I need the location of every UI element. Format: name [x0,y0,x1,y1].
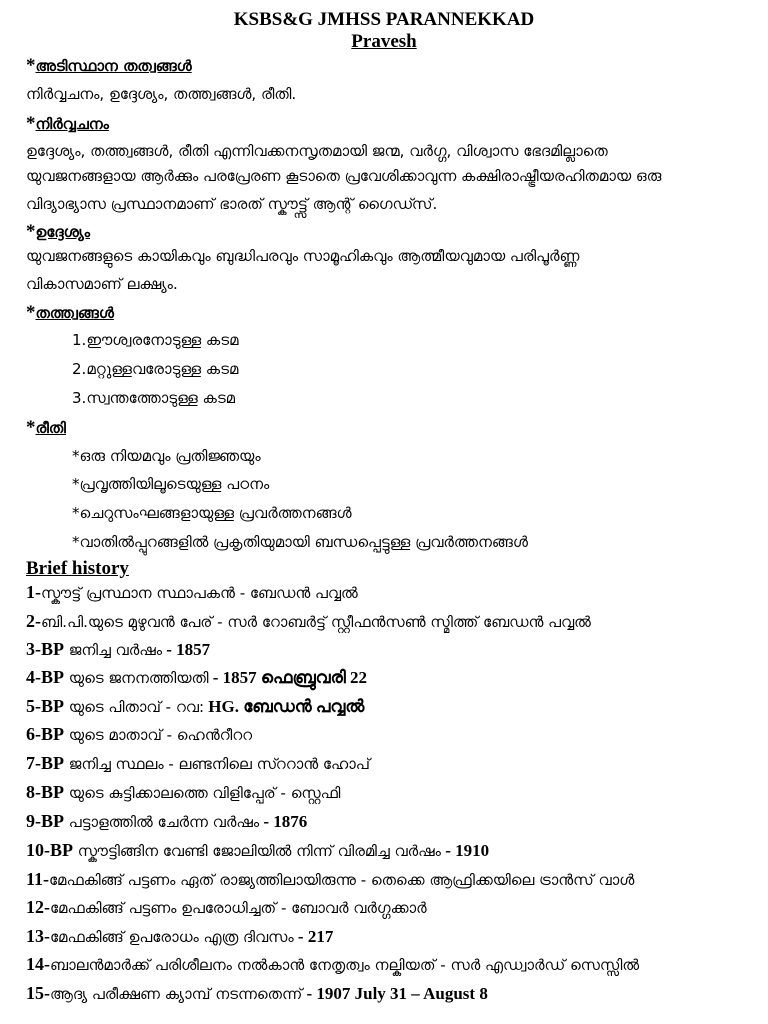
principle-item: 1.ഈശ്വരനോടുള്ള കടമ [72,331,239,349]
heading-basic-principles: *അടിസ്ഥാന തത്വങ്ങൾ [26,55,192,76]
history-item: 6-BP യുടെ മാതാവ് - ഹെൻറീററ [26,724,253,744]
heading-definition: *നിർവ്വചനം [26,113,109,134]
history-item: 15-ആദ്യ പരീക്ഷണ ക്യാമ്പ് നടന്നതെന്ന് - 1907 July 31 – August 8 [26,983,488,1003]
document-subtitle: Pravesh [351,31,417,52]
history-item: 4-BP യുടെ ജനനത്തിയതി - 1857 ഫെബ്രുവരി 22 [26,667,368,687]
history-item: 1-സ്കൗട്ട് പ്രസ്ഥാന സ്ഥാപകൻ - ബേഡൻ പവ്വൽ [26,582,358,602]
history-item: 5-BP യുടെ പിതാവ് - റവ: HG. ബേഡൻ പവ്വൽ [26,696,365,716]
aim-line-2: വികാസമാണ് ലക്ഷ്യം. [26,275,178,293]
principle-item: 3.സ്വന്തത്തോടുള്ള കടമ [72,389,236,407]
history-item: 7-BP ജനിച്ച സ്ഥലം - ലണ്ടനിലെ സ്ററാൻ ഹോപ് [26,753,370,773]
principle-item: 2.മറ്റുള്ളവരോടുള്ള കടമ [72,360,239,378]
aim-line-1: യുവജനങ്ങളുടെ കായികവും ബുദ്ധിപരവും സാമൂഹികവും ആത്മീയവുമായ പരിപൂർണ്ണ [26,247,580,265]
school-title: KSBS&G JMHSS PARANNEKKAD [233,9,535,30]
history-item: 14-ബാലൻമാർക്ക് പരിശീലനം നൽകാൻ നേതൃത്വം നല്കിയത് - സർ എഡ്വാർഡ് സെസ്സിൽ [26,954,640,974]
history-item: 12-മേഫകിങ്ങ് പട്ടണം ഉപരോധിച്ചത് - ബോവർ വർഗ്ഗക്കാർ [26,897,427,917]
method-item: *പ്രവൃത്തിയിലൂടെയുള്ള പഠനം [72,475,270,493]
method-item: *വാതിൽപ്പുറങ്ങളിൽ പ്രകൃതിയുമായി ബന്ധപ്പെട്ടുള്ള പ്രവർത്തനങ്ങൾ [72,533,528,551]
definition-line-1: ഉദ്ദേശ്യം, തത്ത്വങ്ങൾ, രീതി എന്നിവക്കനസൃതമായി ജന്മ, വർഗ്ഗ, വിശ്വാസ ഭേദമില്ലാതെ [26,142,608,160]
basic-principles-text: നിർവ്വചനം, ഉദ്ദേശ്യം, തത്ത്വങ്ങൾ, രീതി. [26,85,297,103]
definition-line-2: യുവജനങ്ങളായ ആർക്കും പരപ്രേരണ കൂടാതെ പ്രവേശിക്കാവുന്ന കക്ഷിരാഷ്ട്രീയരഹിതമായ ഒരു [26,167,662,185]
history-item: 10-BP സ്കൗട്ടിങ്ങിന വേണ്ടി ജോലിയിൽ നിന്ന് വിരമിച്ച വർഷം - 1910 [26,840,490,860]
heading-principles: *തത്ത്വങ്ങൾ [26,302,114,323]
history-item: 11-മേഫകിങ്ങ് പട്ടണം ഏത് രാജ്യത്തിലായിരുന്നു - തെക്കെ ആഫ്രിക്കയിലെ ട്രാൻസ് വാൾ [26,869,635,889]
history-item: 8-BP യുടെ കുട്ടിക്കാലത്തെ വിളിപ്പേര് - സ്റ്റെഫി [26,782,341,802]
method-item: *ചെറുസംഘങ്ങളായുള്ള പ്രവർത്തനങ്ങൾ [72,504,352,522]
history-item: 2-ബി.പി.യുടെ മുഴുവൻ പേര് - സർ റോബർട്ട് സ്റ്റീഫൻസൺ സ്മിത്ത് ബേഡൻ പവ്വൽ [26,611,591,631]
history-item: 13-മേഫകിങ്ങ് ഉപരോധം എത്ര ദിവസം - 217 [26,926,334,946]
method-item: *ഒരു നിയമവും പ്രതിജ്ഞയും [72,447,261,465]
history-item: 3-BP ജനിച്ച വർഷം - 1857 [26,639,211,659]
definition-line-3: വിദ്യാഭ്യാസ പ്രസ്ഥാനമാണ് ഭാരത് സ്കൗട്ട്സ് ആന്റ് ഗൈഡ്സ്. [26,195,438,213]
heading-aim: *ഉദ്ദേശ്യം [26,221,91,242]
brief-history-heading: Brief history [26,558,129,579]
heading-method: *രീതി [26,417,66,438]
history-item: 9-BP പട്ടാളത്തിൽ ചേർന്ന വർഷം - 1876 [26,811,308,831]
